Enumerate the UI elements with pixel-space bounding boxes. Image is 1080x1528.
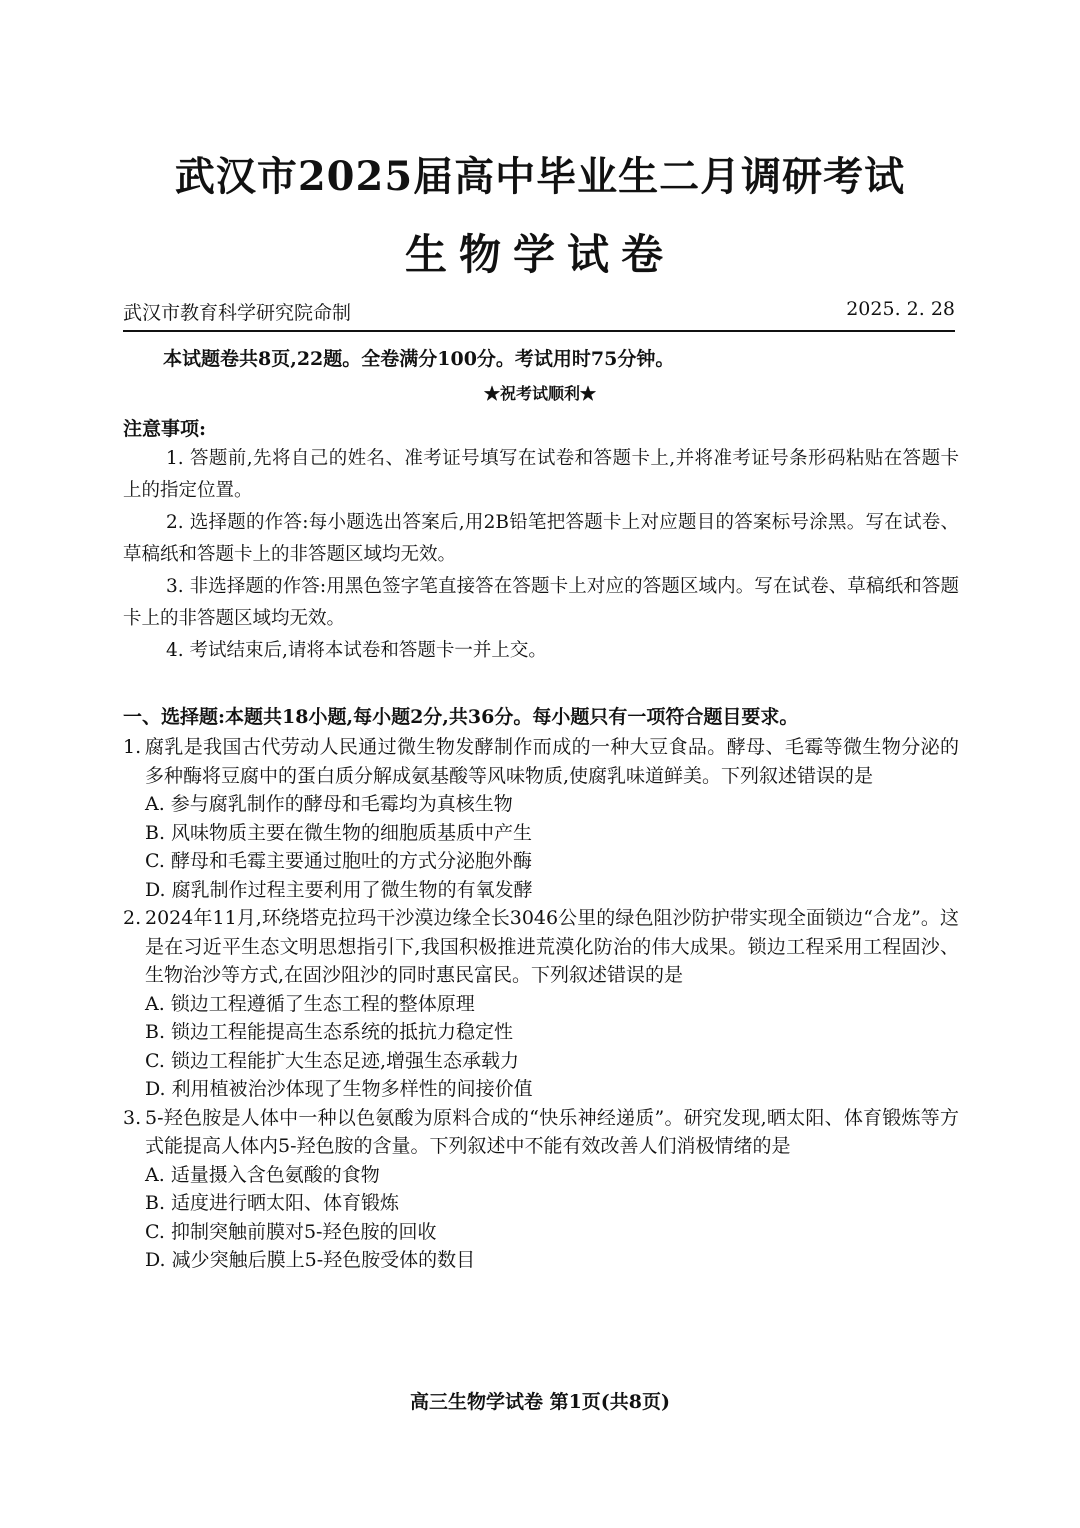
issuer: 武汉市教育科学研究院命制 [123,302,352,324]
attention-title: 注意事项: [123,418,207,440]
question-2 [123,904,959,1104]
exam-notice: 本试题卷共8页,22题。全卷满分100分。考试用时75分钟。 [163,348,675,370]
option-d: D. 腐乳制作过程主要利用了微生物的有氧发酵 [145,878,533,901]
section-heading: 一、选择题:本题共18小题,每小题2分,共36分。每小题只有一项符合题目要求。 [123,706,799,728]
option-a: A. 锁边工程遵循了生态工程的整体原理 [145,992,475,1015]
attention-item: 2. 选择题的作答:每小题选出答案后,用2B铅笔把答题卡上对应题目的答案标号涂黑。写在试卷、草稿纸和答题卡上的非答题区域均无效。 [123,512,959,565]
option-c: C. 锁边工程能扩大生态足迹,增强生态承载力 [145,1049,519,1072]
attention-item: 3. 非选择题的作答:用黑色签字笔直接答在答题卡上对应的答题区域内。写在试卷、草稿纸和答题卡上的非答题区域均无效。 [123,576,959,629]
question-3 [123,1104,959,1275]
question-list [123,733,959,1275]
attention-list [123,443,959,667]
question-stem: 5-羟色胺是人体中一种以色氨酸为原料合成的“快乐神经递质”。研究发现,晒太阳、体育锻炼等方式能提高人体内5-羟色胺的含量。下列叙述中不能有效改善人们消极情绪的是 [145,1106,959,1157]
option-b: B. 锁边工程能提高生态系统的抵抗力稳定性 [145,1021,514,1043]
option-a: A. 参与腐乳制作的酵母和毛霉均为真核生物 [145,793,513,815]
option-b: B. 适度进行晒太阳、体育锻炼 [145,1192,400,1214]
good-luck-banner: ★祝考试顺利★ [483,384,596,403]
exam-date: 2025. 2. 28 [846,298,955,320]
subject-title: 生物学试卷 [404,230,675,279]
question-number: 3. [123,1106,142,1129]
question-number: 1. [123,736,142,758]
option-d: D. 利用植被治沙体现了生物多样性的间接价值 [145,1078,533,1100]
meta-row [123,298,955,324]
question-stem: 腐乳是我国古代劳动人民通过微生物发酵制作而成的一种大豆食品。酵母、毛霉等微生物分泌的多种酶将豆腐中的蛋白质分解成氨基酸等风味物质,使腐乳味道鲜美。下列叙述错误的是 [145,736,959,787]
option-a: A. 适量摄入含色氨酸的食物 [145,1163,380,1186]
option-c: C. 抑制突触前膜对5-羟色胺的回收 [145,1220,437,1243]
header-divider [123,330,955,332]
question-stem: 2024年11月,环绕塔克拉玛干沙漠边缘全长3046公里的绿色阻沙防护带实现全面锁边“合龙”。这是在习近平生态文明思想指引下,我国积极推进荒漠化防治的伟大成果。锁边工程采用工程固沙、生物治沙等方式,在固沙阻沙的同时惠民富民。下列叙述错误的是 [145,907,959,986]
option-b: B. 风味物质主要在微生物的细胞质基质中产生 [145,821,533,844]
option-d: D. 减少突触后膜上5-羟色胺受体的数目 [145,1249,476,1271]
question-number: 2. [123,907,142,929]
option-c: C. 酵母和毛霉主要通过胞吐的方式分泌胞外酶 [145,850,532,872]
attention-item: 1. 答题前,先将自己的姓名、准考证号填写在试卷和答题卡上,并将准考证号条形码粘贴在答题卡上的指定位置。 [123,448,959,501]
page-footer: 高三生物学试卷 第1页(共8页) [409,1391,671,1413]
exam-title: 武汉市2025届高中毕业生二月调研考试 [174,153,906,200]
question-1 [123,733,959,904]
attention-item: 4. 考试结束后,请将本试卷和答题卡一并上交。 [166,640,547,661]
